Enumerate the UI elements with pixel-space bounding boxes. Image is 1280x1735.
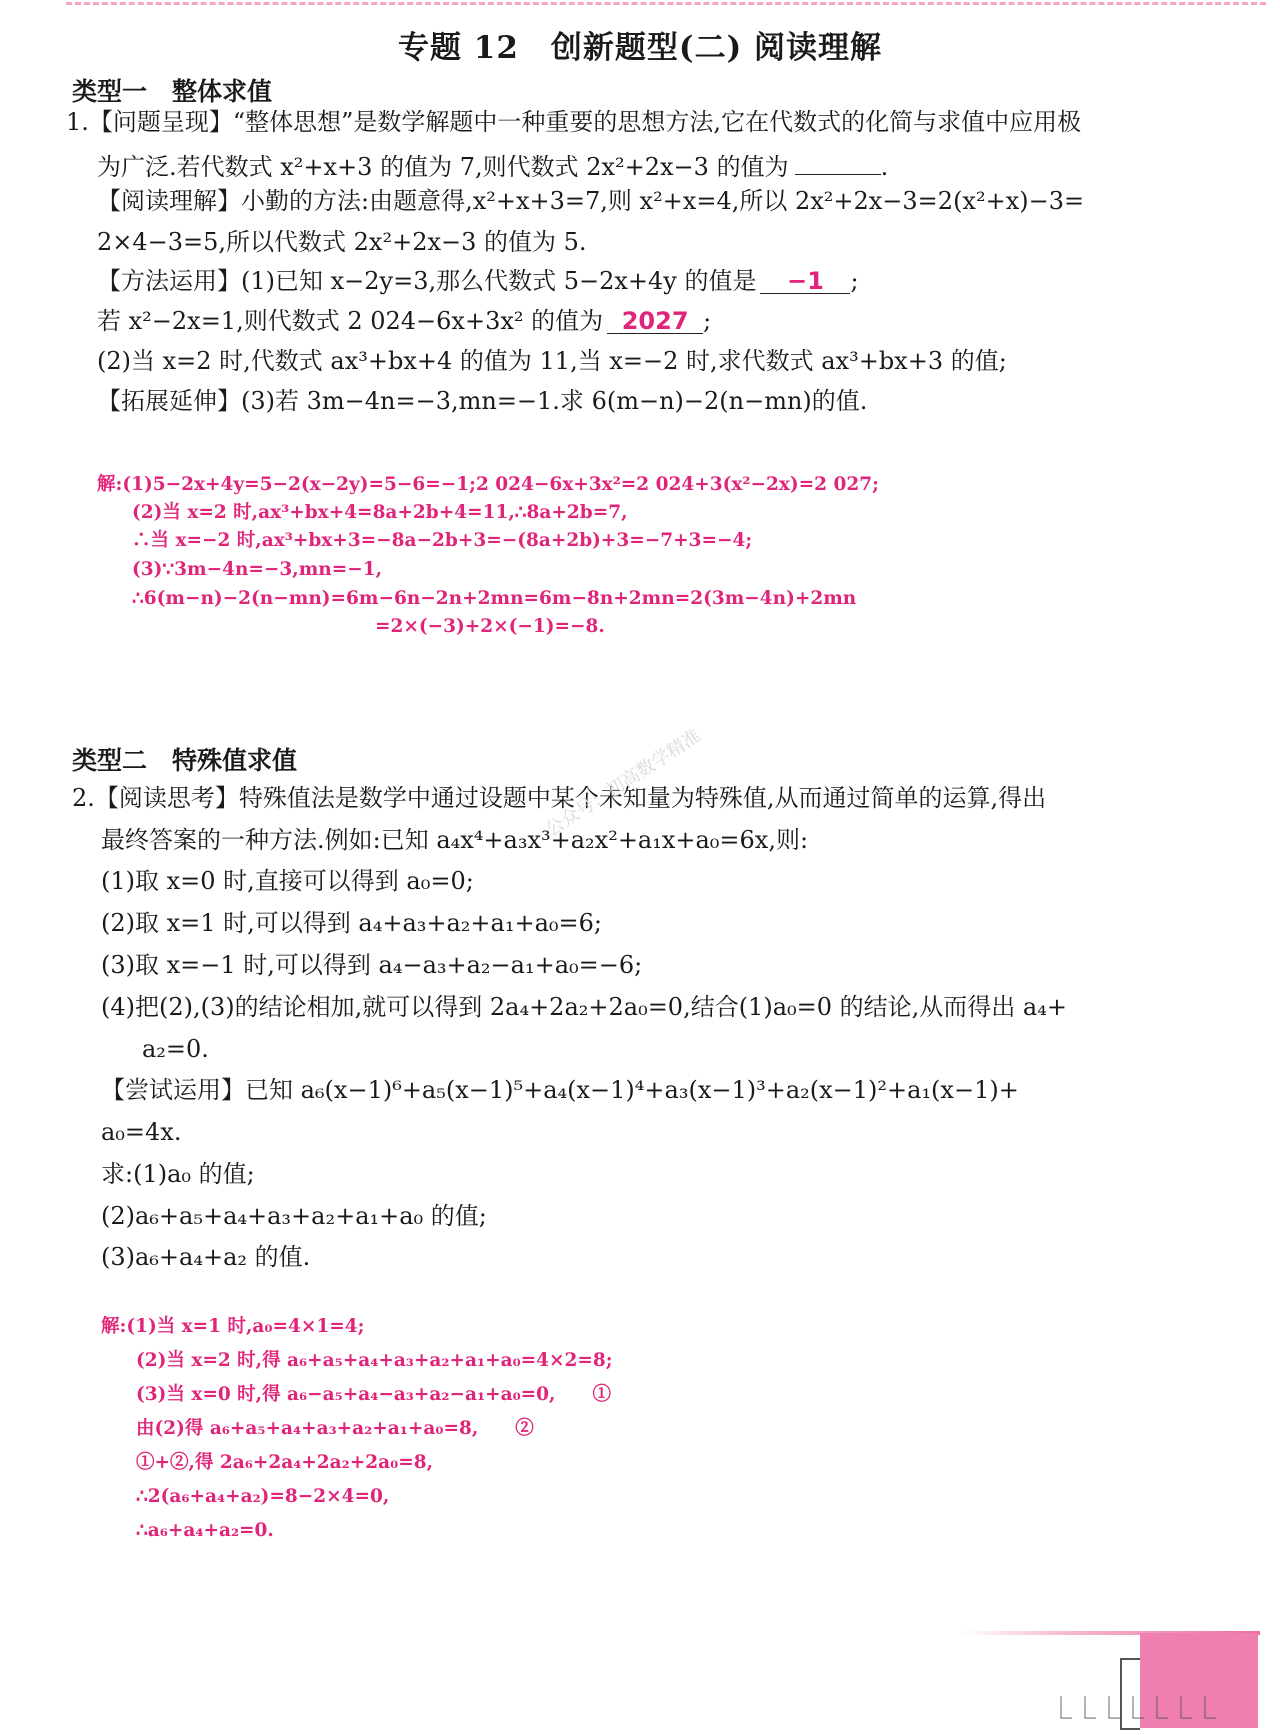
period: . xyxy=(880,153,889,181)
solution1-line: (2)当 x=2 时,ax³+bx+4=8a+2b+4=11,∴8a+2b=7, xyxy=(132,502,628,523)
problem2-line: a₂=0. xyxy=(142,1035,209,1063)
problem2-line: a₀=4x. xyxy=(101,1118,182,1146)
answer-blank-empty xyxy=(795,148,881,175)
problem1-line xyxy=(97,267,859,296)
problem1-line xyxy=(97,307,711,336)
watermark: 公众号：初高数学精准 xyxy=(542,725,705,841)
problem1-line xyxy=(97,148,888,182)
answer-blank: −1 xyxy=(760,267,850,294)
solution1-line: ∴当 x=−2 时,ax³+bx+3=−8a−2b+3=−(8a+2b)+3=−7+3=−4; xyxy=(132,530,753,551)
problem1-text: 为广泛.若代数式 x²+x+3 的值为 7,则代数式 2x²+2x−3 的值为 xyxy=(97,153,789,181)
section-heading-type2: 类型二 特殊值求值 xyxy=(72,746,298,775)
page-title: 专题 12 创新题型(二) 阅读理解 xyxy=(397,30,883,66)
solution1-line: (3)∵3m−4n=−3,mn=−1, xyxy=(132,559,383,580)
solution2-line: ∴2(a₆+a₄+a₂)=8−2×4=0, xyxy=(136,1486,390,1507)
problem2-line: (3)取 x=−1 时,可以得到 a₄−a₃+a₂−a₁+a₀=−6; xyxy=(101,951,643,979)
problem1-line: 1.【问题呈现】“整体思想”是数学解题中一种重要的思想方法,它在代数式的化简与求值中应用极 xyxy=(66,108,1082,136)
solution2-line: (2)当 x=2 时,得 a₆+a₅+a₄+a₃+a₂+a₁+a₀=4×2=8; xyxy=(136,1350,613,1371)
problem1-line: (2)当 x=2 时,代数式 ax³+bx+4 的值为 11,当 x=−2 时,求代数式 ax³+bx+3 的值; xyxy=(97,347,1007,375)
solution1-line: 解:(1)5−2x+4y=5−2(x−2y)=5−6=−1;2 024−6x+3x²=2 024+3(x²−2x)=2 027; xyxy=(97,474,879,495)
problem2-line: (4)把(2),(3)的结论相加,就可以得到 2a₄+2a₂+2a₀=0,结合(1)a₀=0 的结论,从而得出 a₄+ xyxy=(101,993,1067,1021)
problem2-line: 2.【阅读思考】特殊值法是数学中通过设题中某个未知量为特殊值,从而通过简单的运算,得出 xyxy=(72,784,1047,812)
semicolon: ; xyxy=(703,307,712,335)
solution1-line: ∴6(m−n)−2(n−mn)=6m−6n−2n+2mn=6m−8n+2mn=2(3m−4n)+2mn xyxy=(132,588,857,609)
solution2-line: ①+②,得 2a₆+2a₄+2a₂+2a₀=8, xyxy=(136,1452,434,1473)
problem2-line: (3)a₆+a₄+a₂ 的值. xyxy=(101,1243,311,1271)
answer-blank: 2027 xyxy=(607,307,703,334)
solution2-line: ∴a₆+a₄+a₂=0. xyxy=(136,1520,274,1541)
solution1-line: =2×(−3)+2×(−1)=−8. xyxy=(375,616,605,637)
problem2-line: (1)取 x=0 时,直接可以得到 a₀=0; xyxy=(101,867,474,895)
solution2-line: 由(2)得 a₆+a₅+a₄+a₃+a₂+a₁+a₀=8, ② xyxy=(136,1418,534,1439)
problem2-line: 【尝试运用】已知 a₆(x−1)⁶+a₅(x−1)⁵+a₄(x−1)⁴+a₃(x−1)³+a₂(x−1)²+a₁(x−1)+ xyxy=(101,1076,1019,1104)
semicolon: ; xyxy=(850,267,859,295)
problem1-line: 【拓展延伸】(3)若 3m−4n=−3,mn=−1.求 6(m−n)−2(n−mn)的值. xyxy=(97,387,868,415)
problem1-text: 若 x²−2x=1,则代数式 2 024−6x+3x² 的值为 xyxy=(97,307,604,335)
problem2-line: 求:(1)a₀ 的值; xyxy=(101,1160,255,1188)
solution2-line: 解:(1)当 x=1 时,a₀=4×1=4; xyxy=(101,1316,365,1337)
problem1-text: 【方法运用】(1)已知 x−2y=3,那么代数式 5−2x+4y 的值是 xyxy=(97,267,757,295)
problem2-line: (2)a₆+a₅+a₄+a₃+a₂+a₁+a₀ 的值; xyxy=(101,1202,487,1230)
problem1-line: 【阅读理解】小勤的方法:由题意得,x²+x+3=7,则 x²+x=4,所以 2x²+2x−3=2(x²+x)−3= xyxy=(97,187,1085,215)
solution2-line: (3)当 x=0 时,得 a₆−a₅+a₄−a₃+a₂−a₁+a₀=0, ① xyxy=(136,1384,611,1405)
footer-tick-marks: ⎿⎿⎿⎿⎿⎿⎿ xyxy=(1050,1697,1219,1722)
top-dashed-border xyxy=(66,2,1266,5)
problem2-line: (2)取 x=1 时,可以得到 a₄+a₃+a₂+a₁+a₀=6; xyxy=(101,909,602,937)
section-heading-type1: 类型一 整体求值 xyxy=(72,77,273,106)
problem1-line: 2×4−3=5,所以代数式 2x²+2x−3 的值为 5. xyxy=(97,228,587,256)
problem2-line: 最终答案的一种方法.例如:已知 a₄x⁴+a₃x³+a₂x²+a₁x+a₀=6x,则: xyxy=(101,826,809,854)
